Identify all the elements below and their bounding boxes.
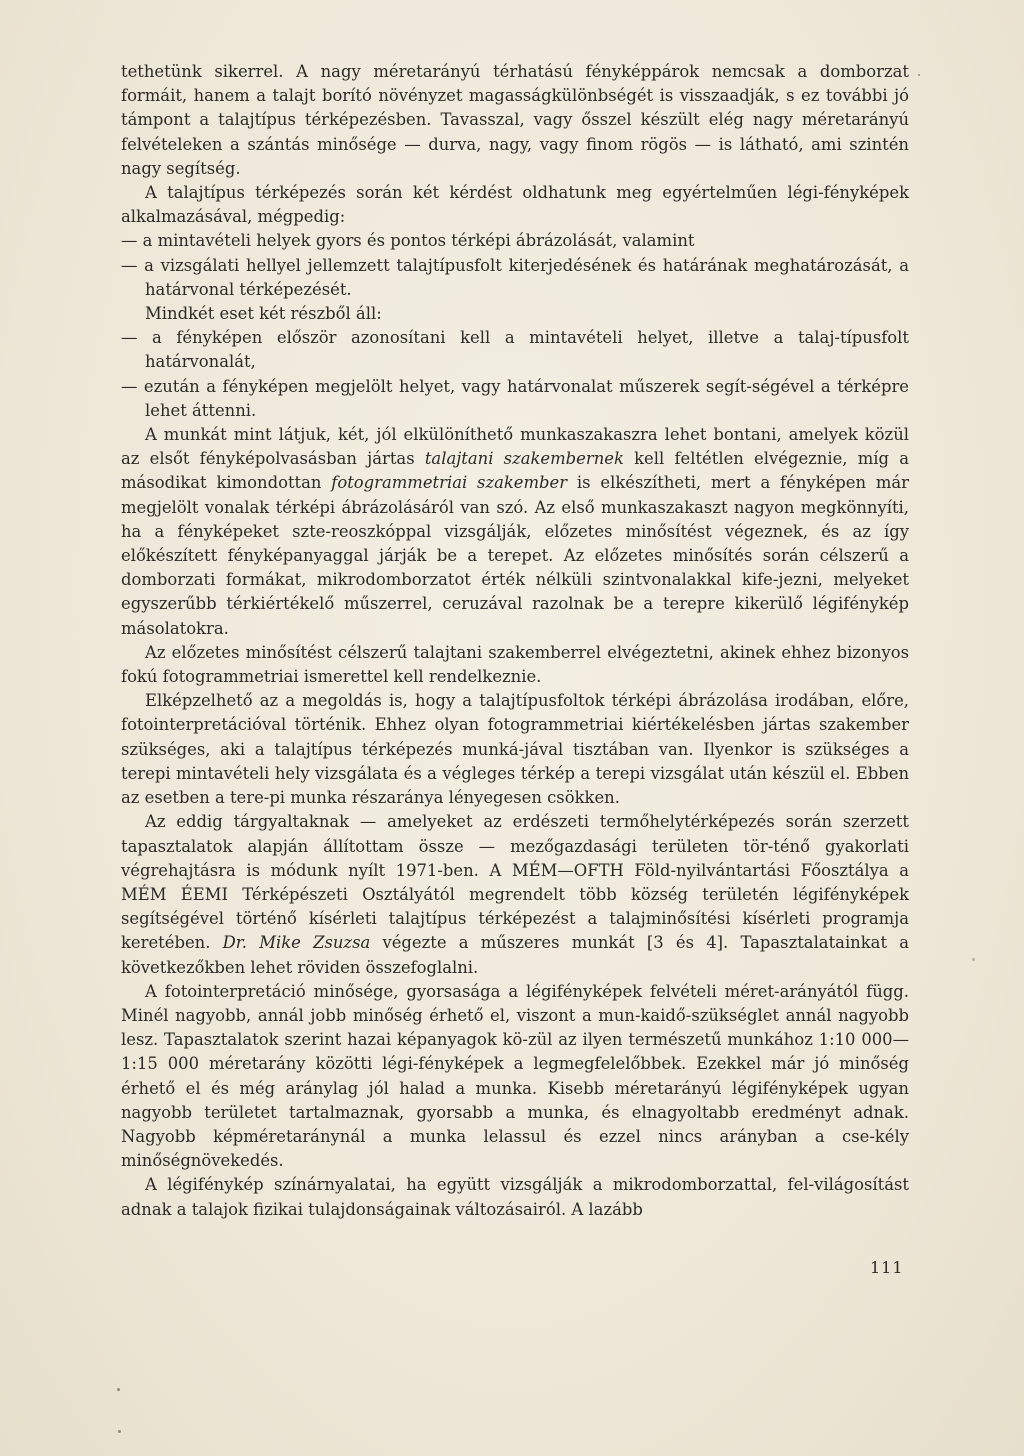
- paragraph: [121, 810, 909, 979]
- dash-list-item: — a mintavételi helyek gyors és pontos térképi ábrázolását, valamint: [121, 231, 695, 251]
- dash-list-item: — ezután a fényképen megjelölt helyet, vagy határvonalat műszerek segít-ségével a térképre lehet áttenni.: [121, 376, 909, 420]
- speck-decoration: [117, 1388, 120, 1391]
- paragraph: tethetünk sikerrel. A nagy méretarányú térhatású fényképpárok nemcsak a domborzat formáit, hanem a talajt borító növényzet magasságkülönbségét is visszaadják, s ez további jó támpont a talajtípus térképezésben. Tavasszal, vagy ősszel készült elég nagy méretarányú felvételeken a szántás minősége — durva, nagy, vagy finom rögös — is látható, ami szintén nagy segítség.: [121, 62, 909, 178]
- page-number: 111: [870, 1258, 904, 1277]
- paragraph: A fotointerpretáció minősége, gyorsasága a légifényképek felvételi méret-arányától függ. Minél nagyobb, annál jobb minőség érhető el, viszont a mun-kaidő-szükséglet annál nagyobb lesz. Tapasztalatok szerint hazai képanyagok kö-zül az ilyen természetű munkához 1:10 000—1:15 000 méretarány közötti légi-fényképek a legmegfelelőbbek. Ezekkel már jó minőség érhető el és még aránylag jól halad a munka. Kisebb méretarányú légifényképek ugyan nagyobb területet tartalmaznak, gyorsabb a munka, és elnagyoltabb eredményt adnak. Nagyobb képméretaránynál a munka lelassul és ezzel nincs arányban a cse-kély minőségnövekedés.: [121, 981, 909, 1171]
- paragraph: A talajtípus térképezés során két kérdést oldhatunk meg egyértelműen légi-fényképek alkalmazásával, mégpedig:: [121, 183, 909, 227]
- dash-list-item: — a fényképen először azonosítani kell a mintavételi helyet, illetve a talaj-típusfolt határvonalát,: [121, 328, 909, 372]
- text-run: A munkát mint látjuk, két, jól elkülöníthető munkaszakaszra lehet bontani, amelyek közül az elsőt fényképolvasásban jártas: [121, 425, 909, 469]
- emphasized-text: talajtani szakembernek: [424, 449, 624, 469]
- text-run: is elkészítheti, mert a fényképen már megjelölt vonalak térképi ábrázolásáról van szó. Az első munkaszakaszt nagyon megkönnyíti, ha a fényképeket szte-reoszkóppal vizsgálják, előzetes minősítést végeznek, és az így előkészített fényképanyaggal járják be a terepet. Az előzetes minősítés során célszerű a domborzati formákat, mikrodomborzatot érték nélküli szintvonalakkal kife-jezni, melyeket egyszerűbb térkiértékelő műszerrel, ceruzával razolnak be a terepre kikerülő légifénykép másolatokra.: [121, 473, 909, 638]
- paragraph: Az előzetes minősítést célszerű talajtani szakemberrel elvégeztetni, akinek ehhez bizonyos fokú fotogrammetriai ismerettel kell rendelkeznie.: [121, 642, 909, 687]
- paragraph: A légifénykép színárnyalatai, ha együtt vizsgálják a mikrodomborzattal, fel-világosítást adnak a talajok fizikai tulajdonságainak változásairól. A lazább: [121, 1175, 909, 1219]
- paragraph: [121, 423, 909, 641]
- speck-decoration: [118, 1430, 121, 1433]
- text-run: végezte a műszeres munkát [3 és 4]. Tapasztalatainkat a következőkben lehet röviden összefoglalni.: [121, 933, 910, 977]
- text-run: Az eddig tárgyaltaknak — amelyeket az erdészeti termőhelytérképezés során szerzett tapasztalatok alapján állítottam össze — mezőgazdasági területen tör-ténő gyakorlati végrehajtásra is módunk nyílt 1971-ben. A MÉM—OFTH Föld-nyilvántartási Főosztálya a MÉM ÉEMI Térképészeti Osztályától megrendelt több község területén légifényképek segítségével történő kísérleti talajtípus térképezést a talajminősítési kísérleti programja keretében.: [121, 812, 909, 953]
- emphasized-text: Dr. Mike Zsuzsa: [222, 933, 371, 953]
- speck-decoration: [918, 74, 920, 76]
- paragraph: Mindkét eset két részből áll:: [145, 304, 382, 324]
- dash-list-item: — a vizsgálati hellyel jellemzett talajtípusfolt kiterjedésének és határának meghatározását, a határvonal térképezését.: [121, 255, 909, 299]
- text-run: kell feltétlen elvégeznie, míg a másodikat kimondottan: [121, 449, 909, 493]
- speck-decoration: [972, 958, 975, 961]
- emphasized-text: fotogrammetriai szakember: [331, 473, 568, 493]
- body-text: [121, 60, 909, 1222]
- paragraph: Elképzelhető az a megoldás is, hogy a talajtípusfoltok térképi ábrázolása irodában, előre, fotointerpretációval történik. Ehhez olyan fotogrammetriai kiértékelésben jártas szakember szükséges, aki a talajtípus térképezés munká-jával tisztában van. Ilyenkor is szükséges a terepi mintavételi hely vizsgálata és a végleges térkép a terepi vizsgálat után készül el. Ebben az esetben a tere-pi munka részaránya lényegesen csökken.: [121, 691, 909, 808]
